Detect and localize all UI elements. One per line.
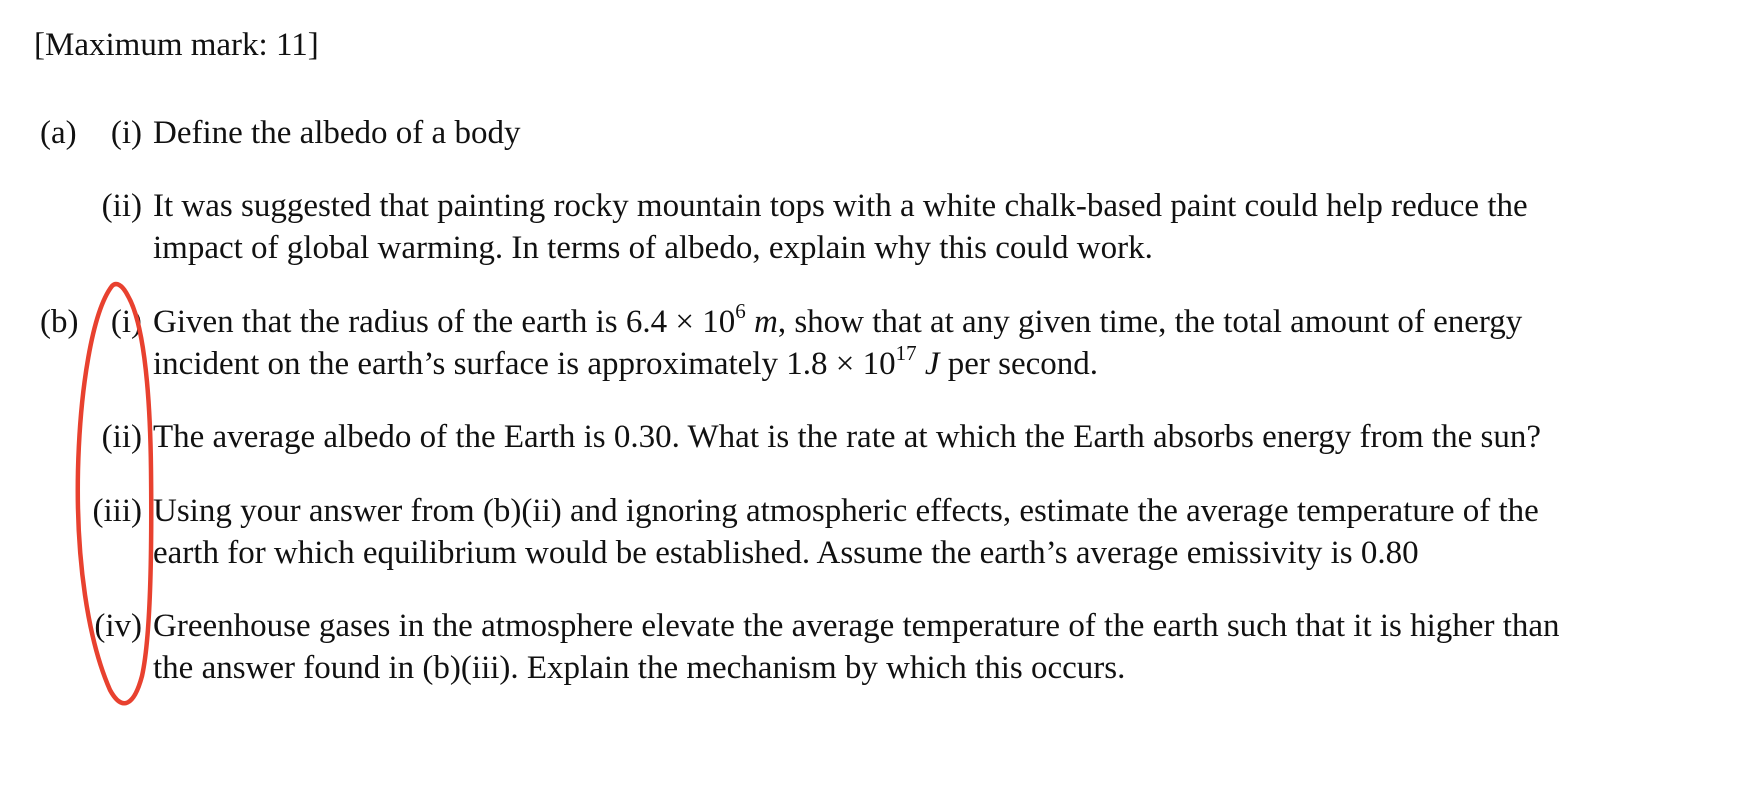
part-b-i-label: (i) <box>110 304 142 340</box>
part-b-iii-line-1: Using your answer from (b)(ii) and ignoring atmospheric effects, estimate the average temperature of the <box>153 493 1539 529</box>
part-b-iv-line-1: Greenhouse gases in the atmosphere elevate the average temperature of the earth such that it is higher than <box>153 608 1560 644</box>
part-b-iv-line-2: the answer found in (b)(iii). Explain the mechanism by which this occurs. <box>153 650 1126 686</box>
unit-joules: J <box>924 346 940 382</box>
part-b-i-line-1-a: Given that the radius of the earth is 6.4 × 10 <box>153 304 736 340</box>
maximum-mark: [Maximum mark: 11] <box>34 27 319 63</box>
part-b-ii-text <box>153 416 1733 458</box>
part-b-i-line-1-b: , show that at any given time, the total amount of energy <box>777 304 1523 340</box>
part-b-i-line-1 <box>153 301 1733 343</box>
part-b-iv-label: (iv) <box>94 608 142 644</box>
part-b-ii-label: (ii) <box>101 419 142 455</box>
part-b-iii-line-2: earth for which equilibrium would be established. Assume the earth’s average emissivity is 0.80 <box>153 535 1419 571</box>
unit-meters: m <box>753 304 778 340</box>
part-b-i-line-2-b: per second. <box>939 346 1099 382</box>
part-b-iii-label: (iii) <box>92 493 142 529</box>
part-b-ii-line: The average albedo of the Earth is 0.30. What is the rate at which the Earth absorbs energy from the sun? <box>153 419 1541 455</box>
part-b-iii-text <box>153 490 1733 574</box>
part-a-ii-label: (ii) <box>101 188 142 224</box>
part-a-i-line: Define the albedo of a body <box>153 115 521 151</box>
part-b-label: (b) <box>40 304 79 340</box>
part-a-ii-text <box>153 185 1733 269</box>
part-b-i-text <box>153 301 1733 385</box>
part-a-i-label: (i) <box>110 115 142 151</box>
part-a-i-text <box>153 112 1733 154</box>
part-b-iv-text <box>153 605 1733 689</box>
energy-exponent: 17 <box>895 341 917 365</box>
radius-exponent: 6 <box>735 299 746 323</box>
part-b-i-line-2-a: incident on the earth’s surface is approximately 1.8 × 10 <box>153 346 896 382</box>
part-a-ii-line-1: It was suggested that painting rocky mountain tops with a white chalk-based paint could help reduce the <box>153 188 1528 224</box>
part-b-i-line-2 <box>153 343 1733 385</box>
part-a-label: (a) <box>40 115 77 151</box>
part-a-ii-line-2: impact of global warming. In terms of albedo, explain why this could work. <box>153 230 1153 266</box>
